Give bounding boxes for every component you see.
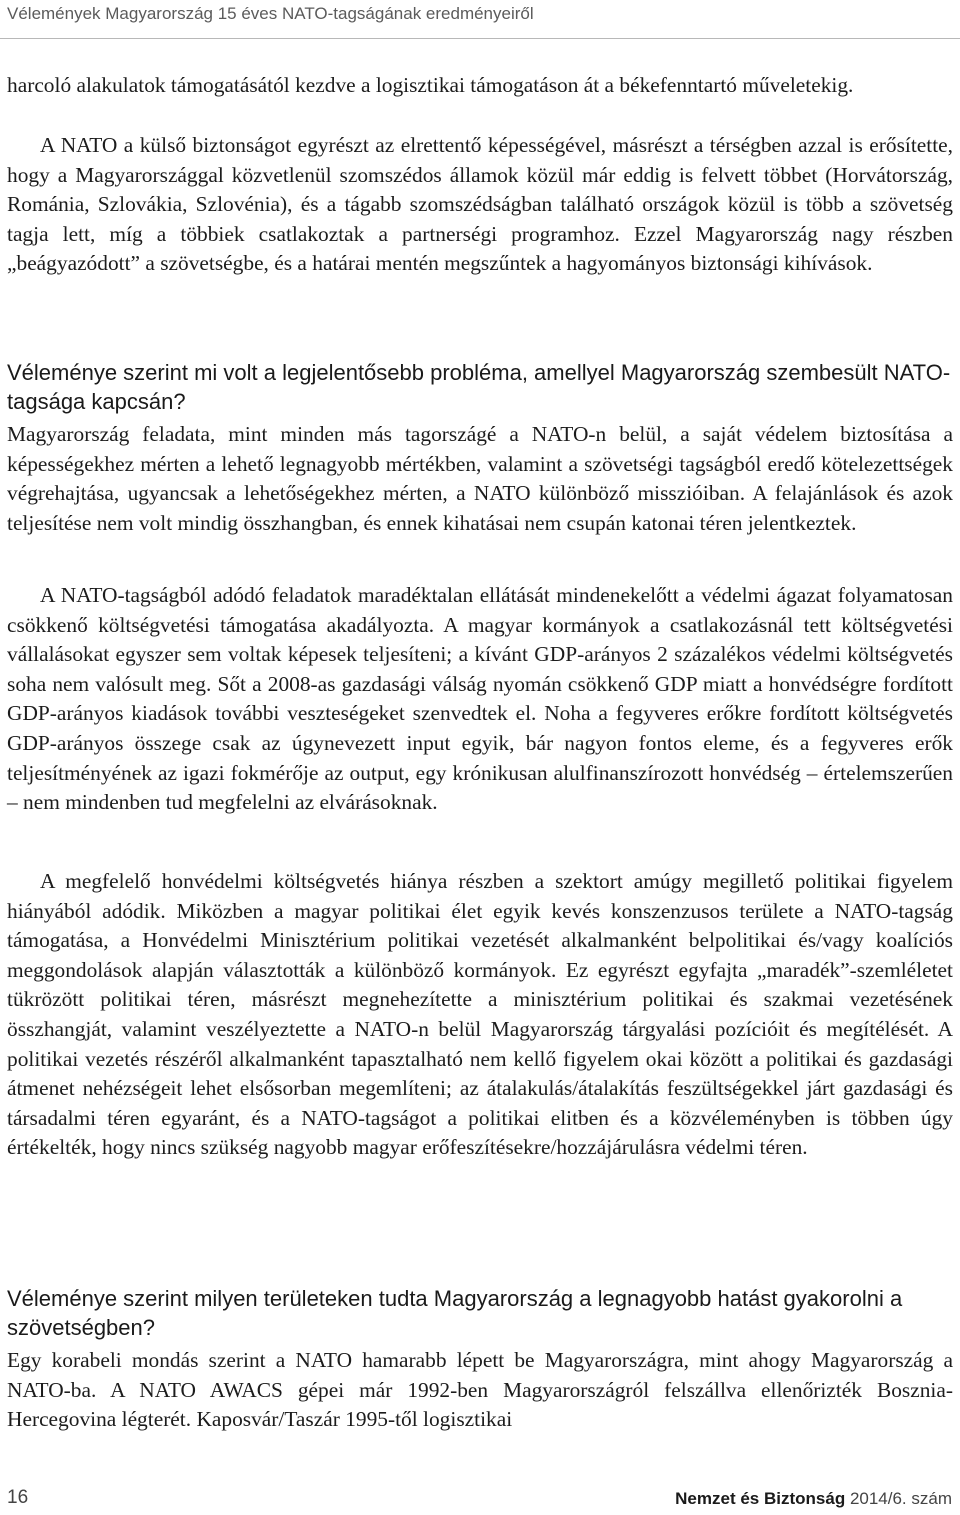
issue-number: 2014/6. szám [849,1489,952,1508]
paragraph [7,131,953,279]
paragraph-text: A NATO a külső biztonságot egyrészt az elrettentő képességével, másrészt a térségben azzal is erősítette, hogy a Magyarországgal közvetlenül szomszédos államok közül már eddig is felvett többet (Horvátország, Románia, Szlovákia, Szlovénia), és a tágabb szomszédságban található országok közül is több a szövetség tagja lett, míg a többiek csatlakoztak a partnerségi programhoz. Ezzel Magyarország nagy részben „beágyazódott” a szövetségbe, és a határai mentén megszűntek a hagyományos biztonsági kihívások. [7,133,953,276]
paragraph-text: Egy korabeli mondás szerint a NATO hamarabb lépett be Magyarországra, mint ahogy Magyarország a NATO-ba. A NATO AWACS gépei már 1992-ben Magyarországról felszállva ellenőrizték Bosznia-Hercegovina légterét. Kaposvár/Taszár 1995-től logisztikai [7,1348,953,1432]
running-header [0,0,960,39]
paragraph [7,71,953,101]
question-heading [7,1284,953,1342]
paragraph [7,867,953,1163]
question-text: Véleménye szerint mi volt a legjelentősebb probléma, amellyel Magyarország szembesült NATO-tagsága kapcsán? [7,360,951,414]
paragraph [7,1346,953,1435]
paragraph-text: Magyarország feladata, mint minden más tagországé a NATO-n belül, a saját védelem biztosítása a képességekhez mérten a lehető legnagyobb mértékben, valamint a szövetségi tagságból eredő kötelezettségek végrehajtása, ugyancsak a lehetőségekhez mérten, a NATO különböző misszióiban. A felajánlások és azok teljesítése nem volt mindig összhangban, és ennek kihatásai nem csupán katonai téren jelentkeztek. [7,422,953,535]
question-text: Véleménye szerint milyen területeken tudta Magyarország a legnagyobb hatást gyakorolni a szövetségben? [7,1286,903,1340]
page-number: 16 [7,1487,29,1508]
running-title: Vélemények Magyarország 15 éves NATO-tagságának eredményeiről [7,4,534,23]
journal-footer [675,1488,952,1510]
question-heading [7,358,953,416]
paragraph-text: A megfelelő honvédelmi költségvetés hiánya részben a szektort amúgy megillető politikai figyelem hiányából adódik. Miközben a magyar politikai élet egyik kevés konszenzusos területe a NATO-tagság támogatása, a Honvédelmi Minisztérium politikai vezetését alkalmanként belpolitikai és/vagy koalíciós meggondolások alapján választották a különböző kormányok. Ez egyrészt egyfajta „maradék”-szemléletet tükrözött politikai téren, másrészt megnehezítette a minisztérium politikai és szakmai vezetésének összhangját, valamint veszélyeztette a NATO-n belül Magyarország tárgyalási pozícióit és megítélését. A politikai vezetés részéről alkalmanként tapasztalható nem kellő figyelem okai között a politikai és gazdasági átmenet nehézségeit lehet elsősorban megemlíteni; az átalakulás/átalakítás feszültségekkel járt gazdasági és társadalmi téren egyaránt, és a NATO-tagságot a politikai elitben és a közvéleményben is többen úgy értékelték, hogy nincs szükség nagyobb magyar erőfeszítésekre/hozzájárulásra védelmi téren. [7,869,953,1160]
paragraph [7,420,953,538]
paragraph-text: harcoló alakulatok támogatásától kezdve a logisztikai támogatáson át a békefenntartó műveletekig. [7,73,854,97]
paragraph [7,581,953,818]
paragraph-text: A NATO-tagságból adódó feladatok maradéktalan ellátását mindenekelőtt a védelmi ágazat folyamatosan csökkenő költségvetési támogatása akadályozta. A magyar kormányok a csatlakozásnál tett költségvetési vállalásokat egyszer sem voltak képesek teljesíteni; a kívánt GDP-arányos 2 százalékos védelmi költségvetés soha nem valósult meg. Sőt a 2008-as gazdasági válság nyomán csökkenő GDP miatt a honvédségre fordított GDP-arányos kiadások további veszteségeket szenvedtek el. Noha a fegyveres erőkre fordított költségvetés GDP-arányos összege csak az úgynevezett input egyik, bár nagyon fontos eleme, és a fegyveres erők teljesítményének az igazi fokmérője az output, egy krónikusan alulfinanszírozott honvédség – értelemszerűen – nem mindenben tud megfelelni az elvárásoknak. [7,583,953,815]
journal-name: Nemzet és Biztonság [675,1489,846,1508]
